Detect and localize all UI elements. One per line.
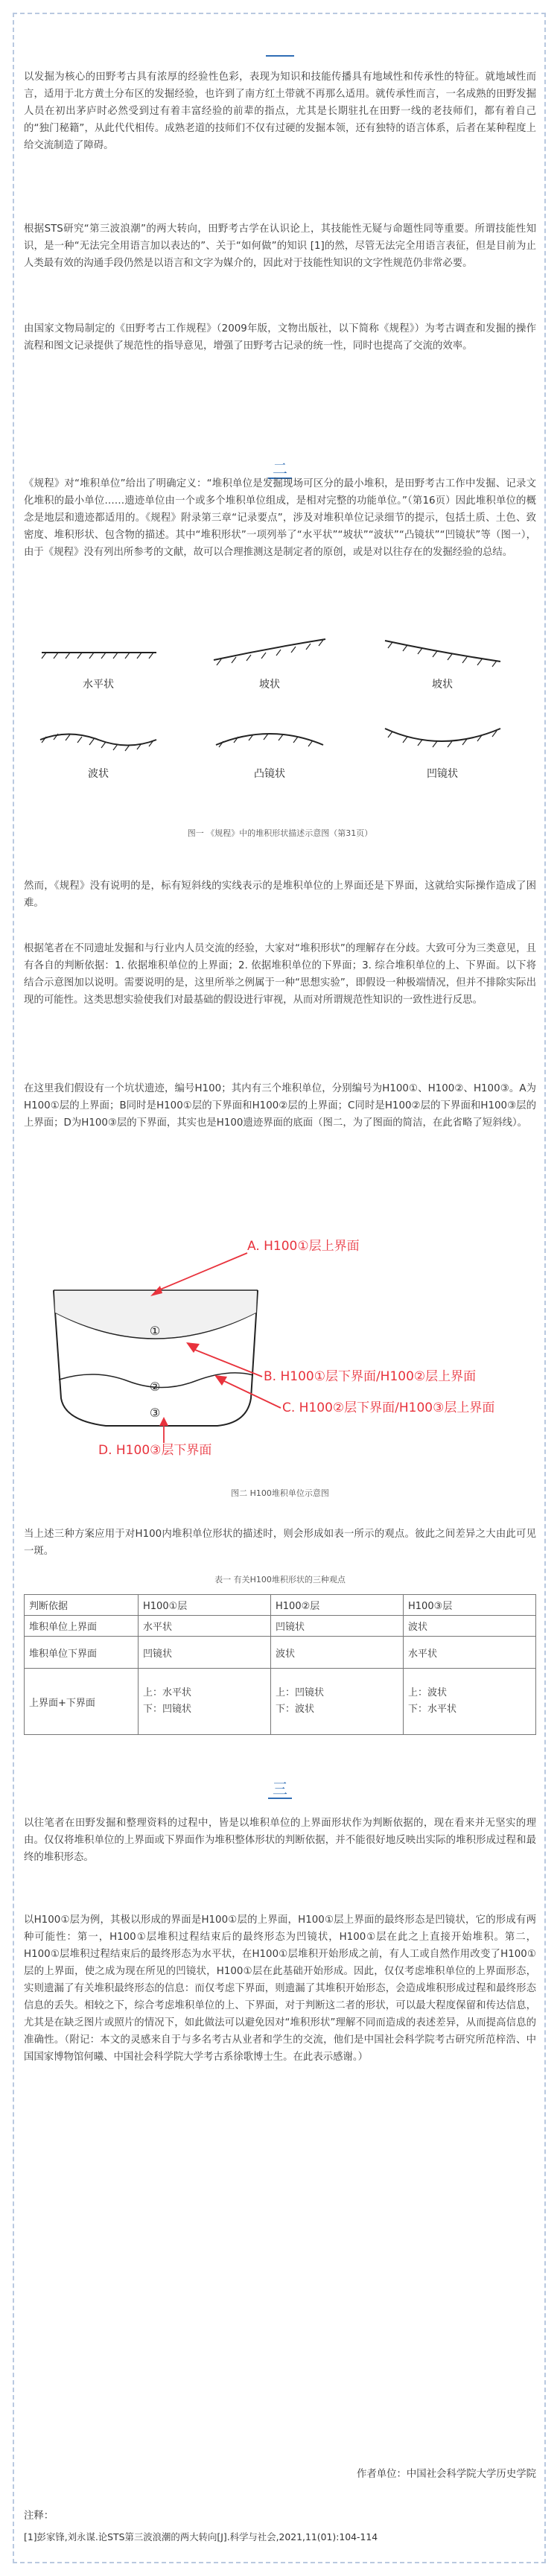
boundary-label-c: C. H100②层下界面/H100③层上界面 [282, 1400, 495, 1415]
shape-label-horizontal: 水平状 [83, 679, 114, 691]
paragraph-9: 以往笔者在田野发掘和整理资料的过程中，皆是以堆积单位的上界面形状作为判断依据的，现在看来并无坚实的理由。仅仅将堆积单位的上界面或下界面作为堆积整体形状的判断依据，并不能很好地反映出实际的堆积形成过程和最终的堆积形态。 [24, 1818, 536, 1863]
paragraph-1: 以发掘为核心的田野考古具有浓厚的经验性色彩，表现为知识和技能传播具有地域性和传承性的特征。就地域性而言，适用于北方黄土分布区的发掘经验，也许到了南方红土带就不再那么适用。就传承性而言，一名成熟的田野发掘人员在初出茅庐时必然受到过有着丰富经验的前辈的指点，尤其是长期驻扎在田野一线的老技师们，都有着自己的“独门秘籍”，从此代代相传。成熟老道的技师们不仅有过硬的发掘本领，还有独特的语言体系，后者在某种程度上给交流制造了障碍。 [24, 72, 536, 151]
figure-2-caption: 图二 H100堆积单位示意图 [231, 1488, 329, 1498]
paragraph-3: 由国家文物局制定的《田野考古工作规程》（2009年版，文物出版社，以下简称《规程》）为考古调查和发掘的操作流程和图文记录提供了规范性的指导意见，增强了田野考古记录的统一性，同时也提高了交流的效率。 [24, 323, 536, 352]
layer-3-marker: ③ [149, 1406, 161, 1420]
notes-heading: 注释： [24, 2510, 54, 2522]
table-cell: 上：水平状 下：凹镜状 [139, 1669, 271, 1735]
table-cell: 波状 [271, 1637, 404, 1669]
shape-label-convex: 凸镜状 [254, 768, 285, 780]
table-header-cell: H100①层 [139, 1595, 271, 1616]
table-1 [24, 1594, 536, 1735]
section-heading-2: 二 [24, 456, 536, 481]
shape-label-concave: 凹镜状 [427, 768, 458, 780]
shape-label-wavy: 波状 [88, 768, 109, 780]
figure-1-stratum-shapes [24, 617, 536, 818]
author-affiliation: 作者单位：中国社会科学院大学历史学院 [356, 2469, 536, 2480]
table-cell: 波状 [404, 1616, 536, 1637]
paragraph-7: 在这里我们假设有一个坑状遗迹，编号H100；其内有三个堆积单位，分别编号为H100①、H100②、H100③。A为H100①层的上界面；B同时是H100①层的下界面和H100②层的上界面；C同时是H100②层的下界面和H100③层的上界面；D为H100③层的下界面，其实也是H100遗迹界面的底面（图二，为了图面的简洁，在此省略了短斜线）。 [24, 1083, 536, 1129]
table-cell: 堆积单位上界面 [25, 1616, 139, 1637]
layer-1-marker: ① [149, 1324, 161, 1338]
paragraph-6: 根据笔者在不同遗址发掘和与行业内人员交流的经验，大家对“堆积形状”的理解存在分歧。大致可分为三类意见，且有各自的判断依据：1. 依据堆积单位的上界面；2. 依据堆积单位的下界面；3. 综合堆积单位的上、下界面。以下将结合示意图加以说明。需要说明的是，这里所举之例属于一种“思想实验”，即假设一种极端情况，但并不排除实际出现的可能性。这类思想实验使我们对最基础的假设进行审视，从而对所谓规范性知识的一致性进行反思。 [24, 943, 536, 1006]
section-heading-1 [24, 39, 536, 64]
table-row [25, 1637, 536, 1669]
table-cell: 上：波状 下：水平状 [404, 1669, 536, 1735]
table-row [25, 1616, 536, 1637]
paragraph-8: 当上述三种方案应用于对H100内堆积单位形状的描述时，则会形成如表一所示的观点。彼此之间差异之大由此可见一斑。 [24, 1529, 536, 1557]
paragraph-2: 根据STS研究“第三波浪潮”的两大转向，田野考古学在认识论上，其技能性无疑与命题性同等重要。所谓技能性知识，是一种“无法完全用语言加以表达的”、关于“如何做”的知识 [1]的然，尽管无法完全用语言表征，但是目前为止人类最有效的沟通手段仍然是以语言和文字为媒介的，因此对于技能性知识的文字性规范仍非常必要。 [24, 223, 536, 269]
paragraph-4: 《规程》对“堆积单位”给出了明确定义：“堆积单位是发掘现场可区分的最小堆积，是田野考古工作中发掘、记录文化堆积的最小单位……遗迹单位由一个或多个堆积单位组成，是相对完整的功能单位。”（第16页）因此堆积单位的概念是地层和遗迹都适用的。《规程》附录第三章“记录要点”，涉及对堆积单位记录细节的提示，包括土质、土色、致密度、堆积形状、包含物的描述。其中“堆积形状”一项列举了“水平状”“坡状”“波状”“凸镜状”“凹镜状”等（图一），由于《规程》没有列出所参考的文献，故可以合理推测这是制定者的原创，或是对以往存在的发掘经验的总结。 [24, 478, 536, 558]
shape-label-slope-2: 坡状 [432, 679, 453, 691]
boundary-label-d: D. H100③层下界面 [98, 1443, 212, 1458]
table-row [25, 1669, 536, 1735]
table-header-row [25, 1595, 536, 1616]
table-cell: 堆积单位下界面 [25, 1637, 139, 1669]
table-cell: 上：凹镜状 下：波状 [271, 1669, 404, 1735]
figure-1-caption: 图一 《规程》中的堆积形状描述示意图（第31页） [187, 828, 373, 838]
table-cell: 凹镜状 [271, 1616, 404, 1637]
table-cell: 水平状 [139, 1616, 271, 1637]
figure-2-h100-diagram [24, 1208, 536, 1462]
reference-note: [1]彭家锋,刘永谋.论STS第三波浪潮的两大转向[J].科学与社会,2021,11(01):104-114 [24, 2531, 378, 2542]
table-cell: 上界面+下界面 [25, 1669, 139, 1735]
table-1-caption: 表一 有关H100堆积形状的三种观点 [214, 1575, 346, 1584]
paragraph-5: 然而，《规程》没有说明的是，标有短斜线的实线表示的是堆积单位的上界面还是下界面，这就给实际操作造成了困难。 [24, 881, 536, 909]
table-header-cell: 判断依据 [25, 1595, 139, 1616]
boundary-label-a: A. H100①层上界面 [247, 1239, 360, 1254]
section-heading-3: 三 [24, 1776, 536, 1801]
table-cell: 凹镜状 [139, 1637, 271, 1669]
shape-label-slope-1: 坡状 [259, 679, 280, 691]
paragraph-10: 以H100①层为例，其极以形成的界面是H100①层的上界面，H100①层上界面的最终形态是凹镜状，它的形成有两种可能性：第一，H100①层堆积过程结束后的最终形态为凹镜状，H100①层在此之上直接开始堆积。第二，H100①层堆积过程结束后的最终形态为水平状，在H100①层堆积开始形成之前，有人工或自然作用改变了H100①层的上界面，使之成为现在所见的凹镜状，H100①层在此基础开始形成。因此，仅仅考虑堆积单位的上界面形态，实则遗漏了有关堆积最终形态的信息：而仅考虑下界面，则遗漏了其堆积开始形态，会造成堆积形成过程和最终形态信息的丢失。相较之下，综合考虑堆积单位的上、下界面，对于判断这二者的形状，可以最大程度保留和传达信息，尤其是在缺乏图片或照片的情况下，如此做法可以避免因对“堆积形状”理解不同而造成的表述差异，从而提高信息的准确性。（附记：本文的灵感来自于与多名考古从业者和学生的交流，他们是中国社会科学院考古研究所范梓浩、中国国家博物馆何曦、中国社会科学院大学考古系徐歌博士生。在此表示感谢。） [24, 1914, 536, 2063]
layer-2-marker: ② [149, 1380, 161, 1394]
table-header-cell: H100②层 [271, 1595, 404, 1616]
boundary-label-b: B. H100①层下界面/H100②层上界面 [264, 1369, 477, 1384]
table-cell: 水平状 [404, 1637, 536, 1669]
table-header-cell: H100③层 [404, 1595, 536, 1616]
